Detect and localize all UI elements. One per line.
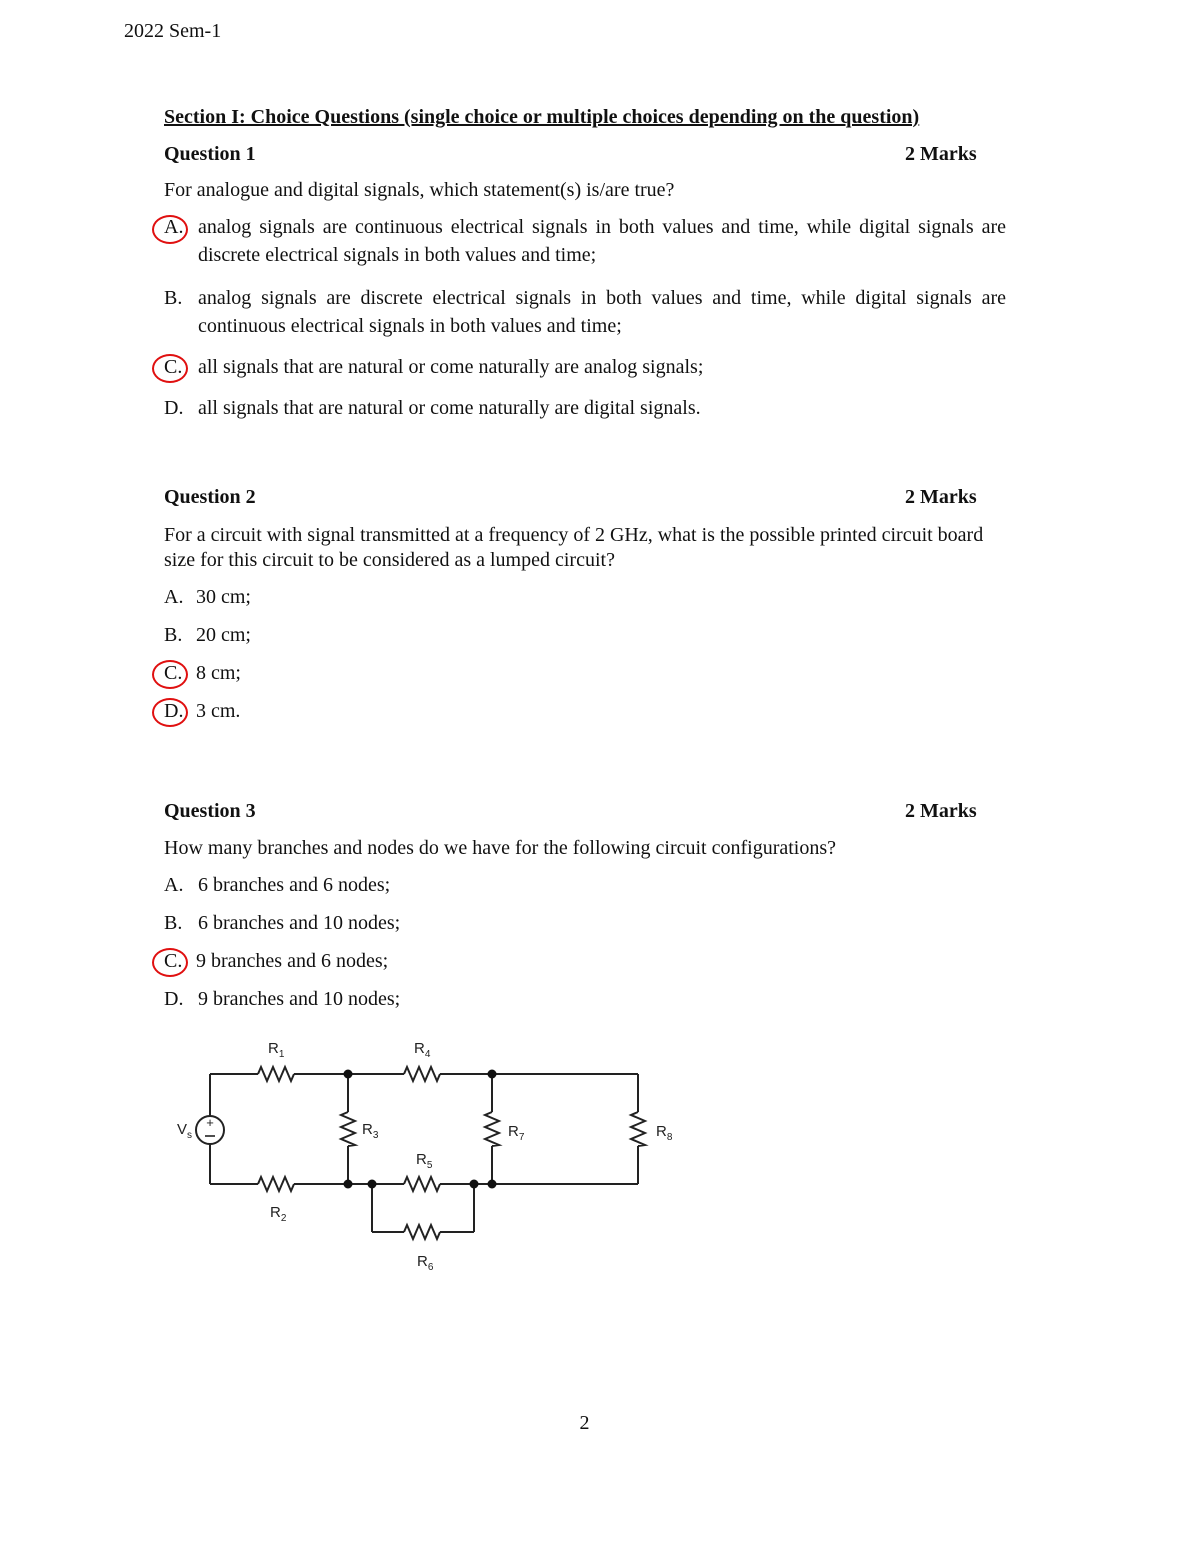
- label-vs: $V_s$: [177, 1121, 193, 1141]
- question-1-option-a: [164, 213, 1006, 269]
- question-1-marks: 2 Marks: [905, 143, 977, 165]
- option-text: 9 branches and 10 nodes;: [198, 988, 401, 1010]
- circuit-diagram: [164, 1028, 704, 1278]
- node-dot: [368, 1180, 377, 1189]
- question-3-option-c: [164, 947, 1006, 975]
- question-1-title: Question 1: [164, 143, 256, 165]
- question-2-title: Question 2: [164, 486, 256, 508]
- option-text: 20 cm;: [196, 624, 251, 646]
- option-text: all signals that are natural or come naturally are digital signals.: [198, 397, 701, 419]
- node-dot: [344, 1180, 353, 1189]
- option-letter: C.: [164, 662, 183, 684]
- resistor-r5: [404, 1177, 440, 1191]
- question-1-option-d: [164, 394, 1006, 422]
- resistor-r6: [404, 1225, 440, 1239]
- node-dot: [344, 1070, 353, 1079]
- option-text: 8 cm;: [196, 662, 241, 684]
- resistor-r8: [631, 1112, 645, 1146]
- option-text: 9 branches and 6 nodes;: [196, 950, 389, 972]
- option-text: 30 cm;: [196, 586, 251, 608]
- option-letter: A.: [164, 216, 184, 238]
- answer-circle-annotation: [152, 354, 188, 383]
- option-letter: B.: [164, 287, 183, 309]
- label-r6: $R_6$: [417, 1253, 434, 1273]
- question-3-title: Question 3: [164, 800, 256, 822]
- question-1-option-c: [164, 353, 1006, 381]
- question-3-option-d: [164, 985, 1006, 1013]
- source-polarity: +: [206, 1115, 214, 1130]
- resistor-r1: [258, 1067, 294, 1081]
- label-r2: $R_2$: [270, 1204, 287, 1224]
- label-r1: $R_1$: [268, 1040, 285, 1060]
- option-text: 6 branches and 10 nodes;: [198, 912, 401, 934]
- label-r8: $R_8$: [656, 1123, 673, 1143]
- option-letter: B.: [164, 912, 183, 934]
- option-text: 6 branches and 6 nodes;: [198, 874, 391, 896]
- question-1-prompt: For analogue and digital signals, which statement(s) is/are true?: [164, 179, 675, 201]
- node-dot: [488, 1070, 497, 1079]
- node-dot: [488, 1180, 497, 1189]
- option-letter: C.: [164, 356, 183, 378]
- label-r5: $R_5$: [416, 1151, 433, 1171]
- node-dot: [470, 1180, 479, 1189]
- resistor-r2: [258, 1177, 294, 1191]
- option-letter: D.: [164, 397, 184, 419]
- question-2-prompt: For a circuit with signal transmitted at a frequency of 2 GHz, what is the possible printed circuit board size for this circuit to be considered as a lumped circuit?: [164, 524, 984, 571]
- option-text: 3 cm.: [196, 700, 241, 722]
- question-2-option-c: [164, 659, 1006, 687]
- label-r4: $R_4$: [414, 1040, 431, 1060]
- page-number: 2: [579, 1412, 590, 1434]
- option-text: analog signals are continuous electrical signals in both values and time, while digital signals are discrete electrical signals in both values and time;: [198, 216, 1006, 266]
- option-letter: A.: [164, 874, 184, 896]
- section-title: Section I: Choice Questions (single choice or multiple choices depending on the question): [164, 106, 920, 128]
- option-letter: D.: [164, 700, 184, 722]
- question-3-option-a: [164, 871, 1006, 899]
- option-letter: A.: [164, 586, 184, 608]
- option-letter: C.: [164, 950, 183, 972]
- question-2-marks: 2 Marks: [905, 486, 977, 508]
- question-3-marks: 2 Marks: [905, 800, 977, 822]
- question-1-option-b: [164, 284, 1006, 340]
- label-r7: $R_7$: [508, 1123, 525, 1143]
- question-2-option-a: [164, 583, 1006, 611]
- option-letter: B.: [164, 624, 183, 646]
- option-letter: D.: [164, 988, 184, 1010]
- answer-circle-annotation: [152, 948, 188, 977]
- question-3-prompt: How many branches and nodes do we have for the following circuit configurations?: [164, 837, 837, 859]
- resistor-r3: [341, 1112, 355, 1146]
- page-header: 2022 Sem-1: [124, 20, 222, 42]
- resistor-r4: [404, 1067, 440, 1081]
- resistor-r7: [485, 1112, 499, 1146]
- answer-circle-annotation: [152, 660, 188, 689]
- voltage-source: [196, 1115, 224, 1144]
- question-2-option-d: [164, 697, 1006, 725]
- question-2-option-b: [164, 621, 1006, 649]
- option-text: all signals that are natural or come naturally are analog signals;: [198, 356, 704, 378]
- question-3-option-b: [164, 909, 1006, 937]
- answer-circle-annotation: [152, 698, 188, 727]
- answer-circle-annotation: [152, 215, 188, 244]
- option-text: analog signals are discrete electrical signals in both values and time, while digital signals are continuous electrical signals in both values and time;: [198, 287, 1006, 337]
- label-r3: $R_3$: [362, 1121, 379, 1141]
